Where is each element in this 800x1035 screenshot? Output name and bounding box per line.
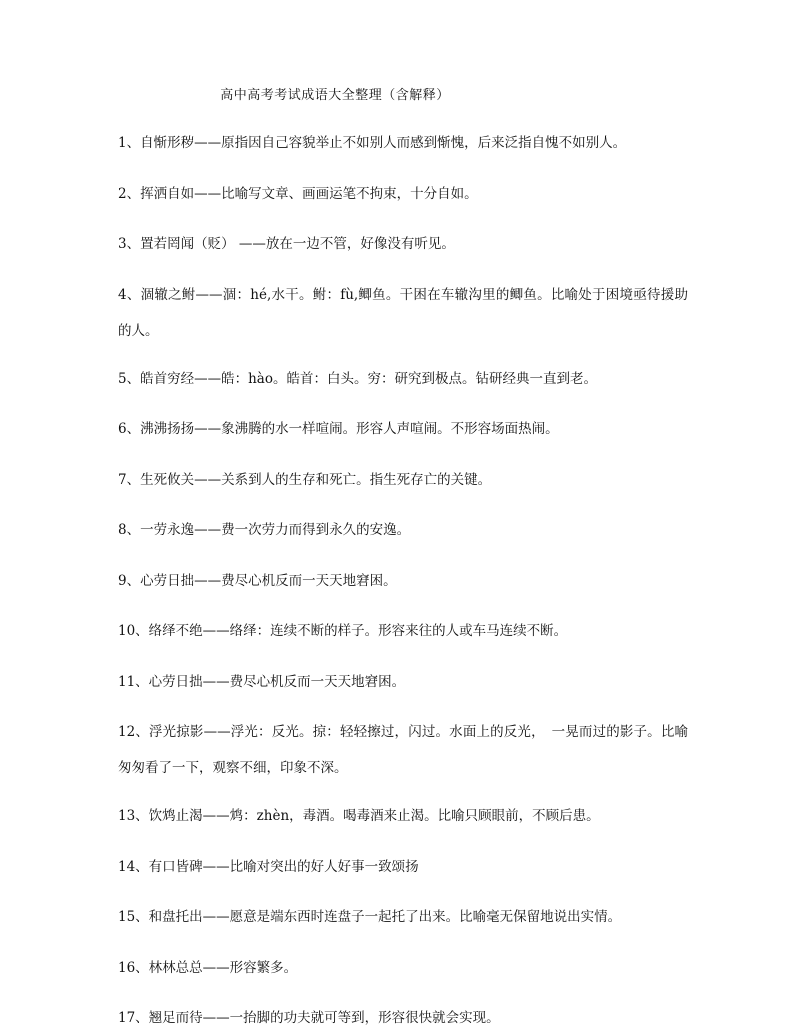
idiom-entry-11: 11、心劳日拙——费尽心机反而一天天地窘困。	[118, 673, 406, 690]
idiom-entry-2: 2、挥洒自如——比喻写文章、画画运笔不拘束，十分自如。	[118, 185, 478, 202]
idiom-entry-8: 8、一劳永逸——费一次劳力而得到永久的安逸。	[118, 522, 411, 538]
idiom-entry-13: 13、饮鸩止渴——鸩：zhèn，毒酒。喝毒酒来止渴。比喻只顾眼前，不顾后患。	[118, 808, 600, 824]
idiom-entry-9: 9、心劳日拙——费尽心机反而一天天地窘困。	[118, 572, 397, 589]
idiom-entry-17: 17、翘足而待——一抬脚的功夫就可等到，形容很快就会实现。	[118, 1010, 500, 1026]
idiom-entry-10: 10、络绎不绝——络绎：连续不断的样子。形容来往的人或车马连续不断。	[118, 623, 568, 639]
idiom-list	[118, 130, 688, 1035]
idiom-entry-12: 12、浮光掠影——浮光：反光。掠：轻轻擦过，闪过。水面上的反光， 一晃而过的影子。比喻匆匆看了一下，观察不细，印象不深。	[118, 724, 688, 776]
idiom-entry-14: 14、有口皆碑——比喻对突出的好人好事一致颂扬	[118, 858, 419, 875]
idiom-entry-5: 5、皓首穷经——皓：hào。皓首：白头。穷：研究到极点。钻研经典一直到老。	[118, 370, 597, 387]
idiom-entry-3: 3、置若罔闻（贬） ——放在一边不管，好像没有听见。	[118, 236, 455, 252]
idiom-entry-16: 16、林林总总——形容繁多。	[118, 959, 298, 976]
idiom-entry-1: 1、自惭形秽——原指因自己容貌举止不如别人而感到惭愧，后来泛指自愧不如别人。	[118, 135, 627, 151]
idiom-entry-4: 4、涸辙之鲋——涸：hé,水干。鲋：fù,鲫鱼。干困在车辙沟里的鲫鱼。比喻处于困境亟待援助的人。	[118, 286, 688, 339]
idiom-entry-15: 15、和盘托出——愿意是端东西时连盘子一起托了出来。比喻毫无保留地说出实情。	[118, 909, 622, 925]
idiom-entry-7: 7、生死攸关——关系到人的生存和死亡。指生死存亡的关键。	[118, 471, 492, 488]
document-title: 高中高考考试成语大全整理（含解释）	[220, 88, 450, 103]
idiom-entry-6: 6、沸沸扬扬——象沸腾的水一样喧闹。形容人声喧闹。不形容场面热闹。	[118, 421, 559, 437]
